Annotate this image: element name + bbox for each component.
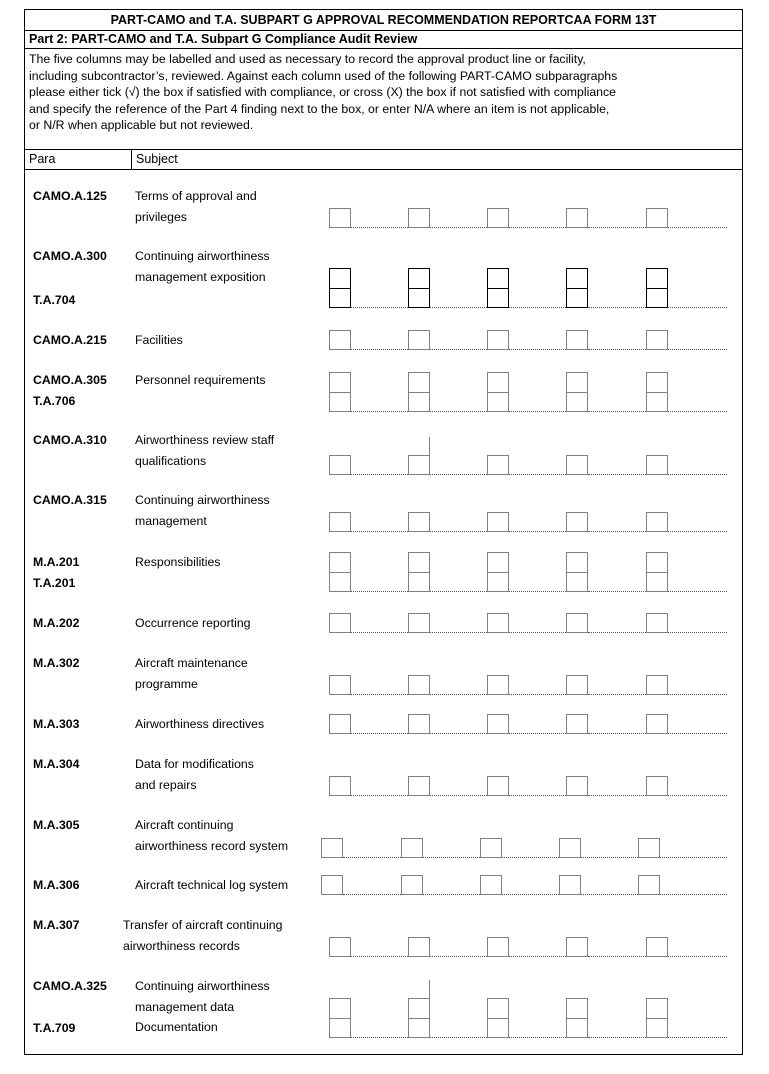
compliance-checkbox[interactable] bbox=[408, 776, 430, 796]
subject-line: Transfer of aircraft continuing bbox=[123, 918, 283, 932]
finding-reference-line bbox=[588, 411, 646, 412]
divider-mark bbox=[429, 980, 430, 998]
para-ref: M.A.303 bbox=[33, 717, 80, 731]
compliance-checkbox[interactable] bbox=[329, 208, 351, 228]
form-frame bbox=[24, 9, 743, 1055]
subject-line: Personnel requirements bbox=[135, 373, 266, 387]
subject-line: Aircraft technical log system bbox=[135, 878, 289, 892]
compliance-checkbox[interactable] bbox=[329, 455, 351, 475]
para-ref-secondary: T.A.201 bbox=[33, 576, 76, 590]
finding-reference-line bbox=[430, 632, 487, 633]
compliance-checkbox[interactable] bbox=[321, 838, 343, 858]
subject-line: Facilities bbox=[135, 333, 183, 347]
compliance-checkbox[interactable] bbox=[646, 776, 668, 796]
compliance-checkbox[interactable] bbox=[487, 552, 509, 592]
para-ref-secondary: T.A.709 bbox=[33, 1021, 76, 1035]
finding-reference-line bbox=[509, 307, 566, 308]
finding-reference-line bbox=[588, 694, 646, 695]
subject-line: Aircraft continuing bbox=[135, 818, 234, 832]
subject-text bbox=[135, 653, 248, 694]
subject-line: Airworthiness review staff bbox=[135, 433, 275, 447]
subject-text bbox=[135, 875, 288, 896]
compliance-checkbox[interactable] bbox=[487, 208, 509, 228]
para-ref: M.A.306 bbox=[33, 878, 80, 892]
compliance-checkbox[interactable] bbox=[408, 208, 430, 228]
compliance-checkbox[interactable] bbox=[566, 937, 588, 957]
compliance-checkbox[interactable] bbox=[566, 372, 588, 412]
compliance-checkbox[interactable] bbox=[646, 372, 668, 412]
subject-line: management exposition bbox=[135, 269, 266, 284]
finding-reference-line bbox=[509, 956, 566, 957]
compliance-checkbox[interactable] bbox=[646, 937, 668, 957]
para-ref: M.A.302 bbox=[33, 656, 80, 670]
compliance-checkbox[interactable] bbox=[487, 268, 509, 308]
finding-reference-line bbox=[343, 857, 401, 858]
para-ref: M.A.305 bbox=[33, 818, 80, 832]
finding-reference-line bbox=[588, 531, 646, 532]
finding-reference-line bbox=[430, 591, 487, 592]
finding-reference-line bbox=[351, 307, 408, 308]
compliance-checkbox[interactable] bbox=[408, 552, 430, 592]
instructions bbox=[25, 50, 742, 134]
subject-line: Aircraft maintenance bbox=[135, 656, 248, 670]
subject-text bbox=[135, 976, 270, 1038]
instruction-line: or N/R when applicable but not reviewed. bbox=[29, 118, 254, 133]
instruction-line: and specify the reference of the Part 4 finding next to the box, or enter N/A where an item is not applicable, bbox=[29, 101, 610, 116]
finding-reference-line bbox=[668, 733, 727, 734]
subject-line: qualifications bbox=[135, 453, 207, 468]
compliance-checkbox[interactable] bbox=[329, 330, 351, 350]
subject-text bbox=[135, 490, 270, 531]
compliance-checkbox[interactable] bbox=[566, 675, 588, 695]
finding-reference-line bbox=[668, 591, 727, 592]
compliance-checkbox[interactable] bbox=[408, 512, 430, 532]
subject-line: airworthiness record system bbox=[135, 838, 289, 853]
compliance-checkbox[interactable] bbox=[646, 552, 668, 592]
subject-line: Documentation bbox=[135, 1020, 218, 1034]
finding-reference-line bbox=[588, 733, 646, 734]
finding-reference-line bbox=[588, 474, 646, 475]
compliance-checkbox[interactable] bbox=[566, 268, 588, 308]
finding-reference-line bbox=[430, 227, 487, 228]
finding-reference-line bbox=[430, 307, 487, 308]
subject-line: management data bbox=[135, 999, 235, 1014]
compliance-checkbox[interactable] bbox=[646, 455, 668, 475]
compliance-checkbox[interactable] bbox=[646, 714, 668, 734]
finding-reference-line bbox=[668, 349, 727, 350]
compliance-checkbox[interactable] bbox=[487, 776, 509, 796]
finding-reference-line bbox=[509, 349, 566, 350]
subject-text bbox=[135, 552, 220, 573]
finding-reference-line bbox=[668, 531, 727, 532]
finding-reference-line bbox=[509, 632, 566, 633]
compliance-checkbox[interactable] bbox=[408, 330, 430, 350]
finding-reference-line bbox=[668, 795, 727, 796]
finding-reference-line bbox=[588, 307, 646, 308]
finding-reference-line bbox=[351, 474, 408, 475]
compliance-checkbox[interactable] bbox=[408, 998, 430, 1038]
para-ref: CAMO.A.325 bbox=[33, 979, 107, 993]
finding-reference-line bbox=[588, 956, 646, 957]
para-ref: CAMO.A.315 bbox=[33, 493, 107, 507]
finding-reference-line bbox=[351, 795, 408, 796]
finding-reference-line bbox=[588, 795, 646, 796]
compliance-checkbox[interactable] bbox=[566, 998, 588, 1038]
finding-reference-line bbox=[588, 591, 646, 592]
para-column-header: Para bbox=[29, 152, 56, 166]
compliance-checkbox[interactable] bbox=[408, 372, 430, 412]
compliance-checkbox[interactable] bbox=[566, 714, 588, 734]
finding-reference-line bbox=[423, 894, 480, 895]
finding-reference-line bbox=[668, 474, 727, 475]
subject-text bbox=[135, 430, 274, 471]
finding-reference-line bbox=[351, 956, 408, 957]
finding-reference-line bbox=[430, 795, 487, 796]
form-title: PART-CAMO and T.A. SUBPART G APPROVAL RECOMMENDATION REPORTCAA FORM 13T bbox=[25, 10, 742, 31]
finding-reference-line bbox=[588, 349, 646, 350]
compliance-checkbox[interactable] bbox=[408, 675, 430, 695]
subject-line: Responsibilities bbox=[135, 555, 221, 569]
finding-reference-line bbox=[351, 632, 408, 633]
compliance-checkbox[interactable] bbox=[638, 838, 660, 858]
finding-reference-line bbox=[423, 857, 480, 858]
compliance-checkbox[interactable] bbox=[329, 937, 351, 957]
compliance-checkbox[interactable] bbox=[408, 268, 430, 308]
compliance-checkbox[interactable] bbox=[646, 268, 668, 308]
compliance-checkbox[interactable] bbox=[401, 875, 423, 895]
compliance-checkbox[interactable] bbox=[566, 512, 588, 532]
para-ref: CAMO.A.125 bbox=[33, 189, 107, 203]
subject-line: Occurrence reporting bbox=[135, 616, 251, 630]
subject-text bbox=[135, 613, 251, 634]
finding-reference-line bbox=[509, 531, 566, 532]
finding-reference-line bbox=[668, 632, 727, 633]
para-ref: CAMO.A.300 bbox=[33, 249, 107, 263]
finding-reference-line bbox=[351, 227, 408, 228]
compliance-checkbox[interactable] bbox=[487, 714, 509, 734]
finding-reference-line bbox=[588, 632, 646, 633]
compliance-checkbox[interactable] bbox=[566, 613, 588, 633]
instruction-line: including subcontractor’s, reviewed. Against each column used of the following PART-CAMO subparagraphs bbox=[29, 68, 618, 83]
compliance-checkbox[interactable] bbox=[566, 776, 588, 796]
finding-reference-line bbox=[430, 733, 487, 734]
compliance-checkbox[interactable] bbox=[487, 675, 509, 695]
finding-reference-line bbox=[351, 591, 408, 592]
subject-text bbox=[135, 815, 288, 856]
compliance-checkbox[interactable] bbox=[408, 714, 430, 734]
compliance-checkbox[interactable] bbox=[487, 372, 509, 412]
compliance-checkbox[interactable] bbox=[329, 512, 351, 532]
finding-reference-line bbox=[668, 411, 727, 412]
compliance-checkbox[interactable] bbox=[480, 875, 502, 895]
para-ref: CAMO.A.305 bbox=[33, 373, 107, 387]
compliance-checkbox[interactable] bbox=[329, 372, 351, 412]
finding-reference-line bbox=[581, 894, 638, 895]
compliance-checkbox[interactable] bbox=[646, 998, 668, 1038]
divider-mark bbox=[429, 437, 430, 455]
subject-line: Continuing airworthiness bbox=[135, 979, 270, 993]
para-ref-secondary: T.A.706 bbox=[33, 394, 76, 408]
subject-line: Continuing airworthiness bbox=[135, 249, 270, 263]
finding-reference-line bbox=[351, 531, 408, 532]
compliance-checkbox[interactable] bbox=[321, 875, 343, 895]
finding-reference-line bbox=[668, 307, 727, 308]
compliance-checkbox[interactable] bbox=[408, 613, 430, 633]
subject-line: Terms of approval and bbox=[135, 189, 257, 203]
finding-reference-line bbox=[509, 591, 566, 592]
finding-reference-line bbox=[668, 956, 727, 957]
compliance-checkbox[interactable] bbox=[329, 714, 351, 734]
compliance-checkbox[interactable] bbox=[646, 330, 668, 350]
compliance-checkbox[interactable] bbox=[487, 512, 509, 532]
compliance-checkbox[interactable] bbox=[329, 998, 351, 1038]
instruction-line: please either tick (√) the box if satisfied with compliance, or cross (X) the box if not satisfied with compliance bbox=[29, 85, 617, 100]
finding-reference-line bbox=[668, 227, 727, 228]
subject-line: Airworthiness directives bbox=[135, 717, 265, 731]
finding-reference-line bbox=[668, 694, 727, 695]
finding-reference-line bbox=[351, 694, 408, 695]
subject-line: Data for modifications bbox=[135, 757, 254, 771]
subject-text bbox=[123, 915, 282, 956]
compliance-checkbox[interactable] bbox=[487, 937, 509, 957]
compliance-checkbox[interactable] bbox=[646, 208, 668, 228]
para-ref: CAMO.A.310 bbox=[33, 433, 107, 447]
compliance-checkbox[interactable] bbox=[487, 998, 509, 1038]
compliance-checkbox[interactable] bbox=[559, 875, 581, 895]
compliance-checkbox[interactable] bbox=[329, 675, 351, 695]
compliance-checkbox[interactable] bbox=[566, 552, 588, 592]
subject-text bbox=[135, 330, 183, 351]
finding-reference-line bbox=[509, 411, 566, 412]
finding-reference-line bbox=[588, 1037, 646, 1038]
finding-reference-line bbox=[430, 1037, 487, 1038]
compliance-checkbox[interactable] bbox=[480, 838, 502, 858]
subject-line: management bbox=[135, 513, 207, 528]
finding-reference-line bbox=[343, 894, 401, 895]
para-ref: M.A.307 bbox=[33, 918, 80, 932]
finding-reference-line bbox=[581, 857, 638, 858]
finding-reference-line bbox=[351, 411, 408, 412]
finding-reference-line bbox=[668, 1037, 727, 1038]
subject-column-header: Subject bbox=[131, 150, 178, 169]
compliance-checkbox[interactable] bbox=[401, 838, 423, 858]
compliance-checkbox[interactable] bbox=[487, 330, 509, 350]
subject-line: programme bbox=[135, 676, 198, 691]
compliance-checkbox[interactable] bbox=[566, 330, 588, 350]
para-ref: M.A.201 bbox=[33, 555, 80, 569]
subject-line: and repairs bbox=[135, 777, 197, 792]
finding-reference-line bbox=[588, 227, 646, 228]
part-heading: Part 2: PART-CAMO and T.A. Subpart G Compliance Audit Review bbox=[25, 30, 742, 49]
finding-reference-line bbox=[430, 349, 487, 350]
compliance-checkbox[interactable] bbox=[646, 613, 668, 633]
finding-reference-line bbox=[430, 411, 487, 412]
para-ref-secondary: T.A.704 bbox=[33, 293, 76, 307]
finding-reference-line bbox=[509, 795, 566, 796]
table-header bbox=[25, 149, 742, 170]
finding-reference-line bbox=[430, 474, 487, 475]
subject-line: privileges bbox=[135, 209, 187, 224]
finding-reference-line bbox=[502, 894, 559, 895]
finding-reference-line bbox=[430, 531, 487, 532]
compliance-checkbox[interactable] bbox=[329, 613, 351, 633]
compliance-checkbox[interactable] bbox=[408, 937, 430, 957]
subject-text bbox=[135, 246, 270, 287]
compliance-checkbox[interactable] bbox=[329, 552, 351, 592]
para-ref: M.A.304 bbox=[33, 757, 80, 771]
finding-reference-line bbox=[502, 857, 559, 858]
para-ref: CAMO.A.215 bbox=[33, 333, 107, 347]
finding-reference-line bbox=[509, 694, 566, 695]
compliance-checkbox[interactable] bbox=[329, 776, 351, 796]
finding-reference-line bbox=[430, 694, 487, 695]
subject-text bbox=[135, 714, 264, 735]
finding-reference-line bbox=[660, 894, 727, 895]
finding-reference-line bbox=[660, 857, 727, 858]
finding-reference-line bbox=[430, 956, 487, 957]
compliance-checkbox[interactable] bbox=[487, 455, 509, 475]
compliance-checkbox[interactable] bbox=[487, 613, 509, 633]
subject-text bbox=[135, 754, 254, 795]
finding-reference-line bbox=[351, 733, 408, 734]
instruction-line: The five columns may be labelled and used as necessary to record the approval product line or facility, bbox=[29, 52, 586, 66]
finding-reference-line bbox=[509, 474, 566, 475]
compliance-checkbox[interactable] bbox=[646, 512, 668, 532]
subject-line: Continuing airworthiness bbox=[135, 493, 270, 507]
finding-reference-line bbox=[509, 733, 566, 734]
compliance-checkbox[interactable] bbox=[408, 455, 430, 475]
compliance-checkbox[interactable] bbox=[646, 675, 668, 695]
compliance-checkbox[interactable] bbox=[559, 838, 581, 858]
subject-line: airworthiness records bbox=[123, 938, 240, 953]
finding-reference-line bbox=[351, 349, 408, 350]
finding-reference-line bbox=[351, 1037, 408, 1038]
para-ref: M.A.202 bbox=[33, 616, 80, 630]
compliance-checkbox[interactable] bbox=[329, 268, 351, 308]
subject-text bbox=[135, 370, 266, 391]
subject-text bbox=[135, 186, 257, 227]
compliance-checkbox[interactable] bbox=[638, 875, 660, 895]
finding-reference-line bbox=[509, 227, 566, 228]
compliance-checkbox[interactable] bbox=[566, 208, 588, 228]
finding-reference-line bbox=[509, 1037, 566, 1038]
compliance-checkbox[interactable] bbox=[566, 455, 588, 475]
